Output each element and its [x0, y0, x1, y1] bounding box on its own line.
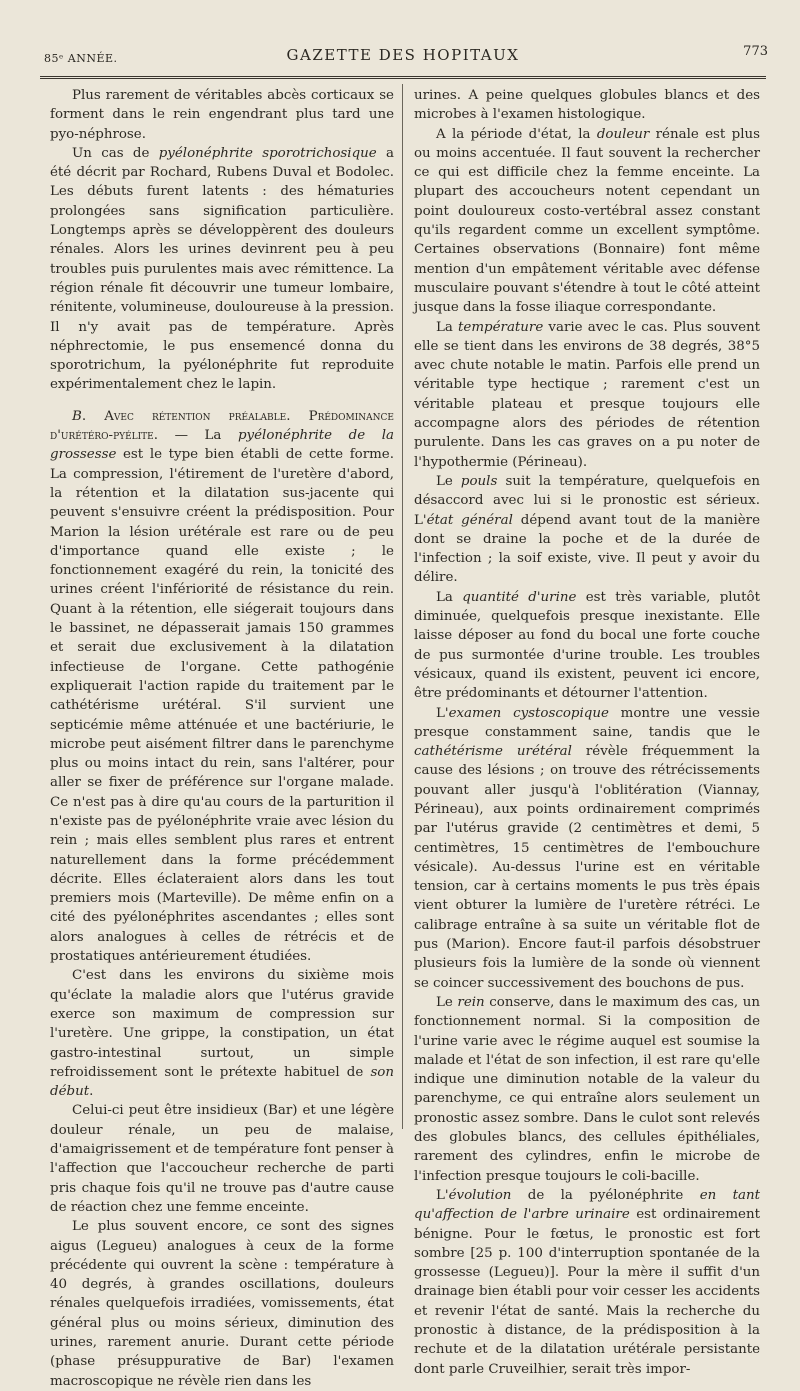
paragraph: L'évolution de la pyélonéphrite en tant qu'affection de l'arbre urinaire est ordinairement bénigne. Pour le fœtus, le pronostic est fort sombre [25 p. 100 d'interruption spontanée de la grossesse (Legueu)]. Pour la mère il suffit d'un drainage bien établi pour voir cesser les accidents et revenir l'état de santé. Mais la recherche du pronostic à distance, de la prédisposition à la rechute et de la dilatation urétérale persistante dont parle Cruveilhier, serait très impor-: [414, 1187, 760, 1377]
journal-title: GAZETTE DES HOPITAUX: [286, 46, 520, 64]
paragraph: L'examen cystoscopique montre une vessie presque constamment saine, tandis que le cathétérisme urétéral révèle fréquemment la cause des lésions ; on trouve des rétrécissements pouvant aller jusqu'à l'oblitération (Viannay, Périneau), aux points ordinairement comprimés par l'utérus gravide (2 centimètres et demi, 5 centimètres, 15 centimètres de l'embouchure vésicale). Au-dessus l'urine est en véritable tension, car à certains moments le pus très épais vient obturer la lumière de l'uretère rétréci. Le calibrage entraîne à sa suite un véritable flot de pus (Marion). Encore faut-il parfois désobstruer plusieurs fois la lumière de la sonde où viennent se coincer successivement des bouchons de pus.: [414, 705, 760, 991]
section-heading-paragraph: B. Avec rétention préalable. Prédominance d'urétéro-pyélite. — La pyélonéphrite de la grossesse est le type bien établi de cette forme. La compression, l'étirement de l'uretère d'abord, la rétention et la dilatation sus-jacente qui peuvent s'ensuivre créent la prédisposition. Pour Marion la lésion urétérale est rare ou de peu d'importance quand elle existe ; le fonctionnement exagéré du rein, la tonicité des urines créent l'infériorité de résistance du rein. Quant à la rétention, elle siégerait toujours dans le bassinet, ne dépasserait jamais 150 grammes et serait due exclusivement à la dilatation infectieuse de l'organe. Cette pathogénie expliquerait l'action rapide du traitement par le cathétérisme urétéral. S'il survient une septicémie même atténuée et une bactériurie, le microbe peut aisément filtrer dans le parenchyme plus ou moins intact du rein, sans l'altérer, pour aller se fixer de préférence sur l'organe malade. Ce n'est pas à dire qu'au cours de la parturition il n'existe pas de pyélonéphrite vraie avec lésion du rein ; mais elles semblent plus rares et entrent naturellement dans la forme précédemment décrite. Elles éclateraient alors dans les tout premiers mois (Marteville). De même enfin on a cité des pyélonéphrites ascendantes ; elles sont alors analogues à celles de rétrécis et de prostatiques antérieurement étudiées.: [50, 408, 394, 965]
column-divider: [402, 84, 403, 1129]
paragraph: Le plus souvent encore, ce sont des signes aigus (Legueu) analogues à ceux de la forme précédente qui ouvrent la scène : température à 40 degrés, à grandes oscillations, douleurs rénales quelquefois irradiées, vomissements, état général plus ou moins sérieux, diminution des urines, rarement anurie. Durant cette période (phase présuppurative de Bar) l'examen macroscopique ne révèle rien dans les: [50, 1219, 394, 1389]
right-column: [414, 86, 760, 1379]
paragraph: urines. A peine quelques globules blancs et des microbes à l'examen histologique.: [414, 88, 760, 123]
paragraph: Un cas de pyélonéphrite sporotrichosique a été décrit par Rochard, Rubens Duval et Bodolec. Les débuts furent latents : des hématuries prolongées sans signification particulière. Longtemps après se développèrent des douleurs rénales. Alors les urines devinrent peu à peu troubles puis purulentes mais avec rémittence. La région rénale fit découvrir une tumeur lombaire, rénitente, volumineuse, douloureuse à la pression. Il n'y avait pas de température. Après néphrectomie, le pus ensemencé donna du sporotrichum, la pyélonéphrite fut reproduite expérimentalement chez le lapin.: [50, 145, 395, 393]
header-rule: [40, 76, 766, 79]
volume-year: 85ᵉ ANNÉE.: [44, 52, 118, 65]
paragraph: C'est dans les environs du sixième mois qu'éclate la maladie alors que l'utérus gravide exerce son maximum de compression sur l'uretère. Une grippe, la constipation, un état gastro-intestinal surtout, un simple refroidissement sont le prétexte habituel de son début.: [50, 968, 394, 1100]
left-column: [50, 86, 394, 1391]
paragraph: La quantité d'urine est très variable, plutôt diminuée, quelquefois presque inexistante. Elle laisse déposer au fond du bocal une forte couche de pus surmontée d'urine trouble. Les troubles vésicaux, quand ils existent, peuvent ici encore, être prédominants et détourner l'attention.: [414, 589, 760, 702]
paragraph: A la période d'état, la douleur rénale est plus ou moins accentuée. Il faut souvent la rechercher ce qui est difficile chez la femme enceinte. La plupart des accoucheurs notent cependant un point douloureux costo-vertébral assez constant qu'ils regardent comme un excellent symptôme. Certaines observations (Bonnaire) font même mention d'un empâtement véritable avec défense musculaire pouvant s'étendre à tout le côté atteint jusque dans la fosse iliaque correspondante.: [414, 126, 760, 316]
paragraph: La température varie avec le cas. Plus souvent elle se tient dans les environs de 38 degrés, 38°5 avec chute notable le matin. Parfois elle prend un véritable type hectique ; rarement c'est un véritable plateau et presque toujours elle accompagne alors des périodes de rétention purulente. Dans les cas graves on a pu noter de l'hypothermie (Périneau).: [414, 319, 761, 470]
paragraph: Le rein conserve, dans le maximum des cas, un fonctionnement normal. Si la composition de l'urine varie avec le régime auquel est soumise la malade et l'état de son infection, il est rare qu'elle indique une diminution notable de la valeur du parenchyme, ce qui entraîne alors seulement un pronostic assez sombre. Dans le culot sont relevés des globules blancs, des cellules épithéliales, rarement des cylindres, enfin le microbe de l'infection presque toujours le coli-bacille.: [414, 994, 760, 1184]
paragraph: Le pouls suit la température, quelquefois en désaccord avec lui si le pronostic est sérieux. L'état général dépend avant tout de la manière dont se draine la poche et de la durée de l'infection ; la soif existe, vive. Il peut y avoir du délire.: [414, 473, 760, 586]
paragraph: Celui-ci peut être insidieux (Bar) et une légère douleur rénale, un peu de malaise, d'amaigrissement et de température font penser à l'affection que l'accoucheur recherche de parti pris chaque fois qu'il ne trouve pas d'autre cause de réaction chez une femme enceinte.: [50, 1103, 394, 1215]
page-number: 773: [743, 44, 768, 59]
paragraph: Plus rarement de véritables abcès corticaux se forment dans le rein engendrant plus tard une pyo-néphrose.: [50, 88, 394, 142]
page-header: [38, 42, 768, 72]
